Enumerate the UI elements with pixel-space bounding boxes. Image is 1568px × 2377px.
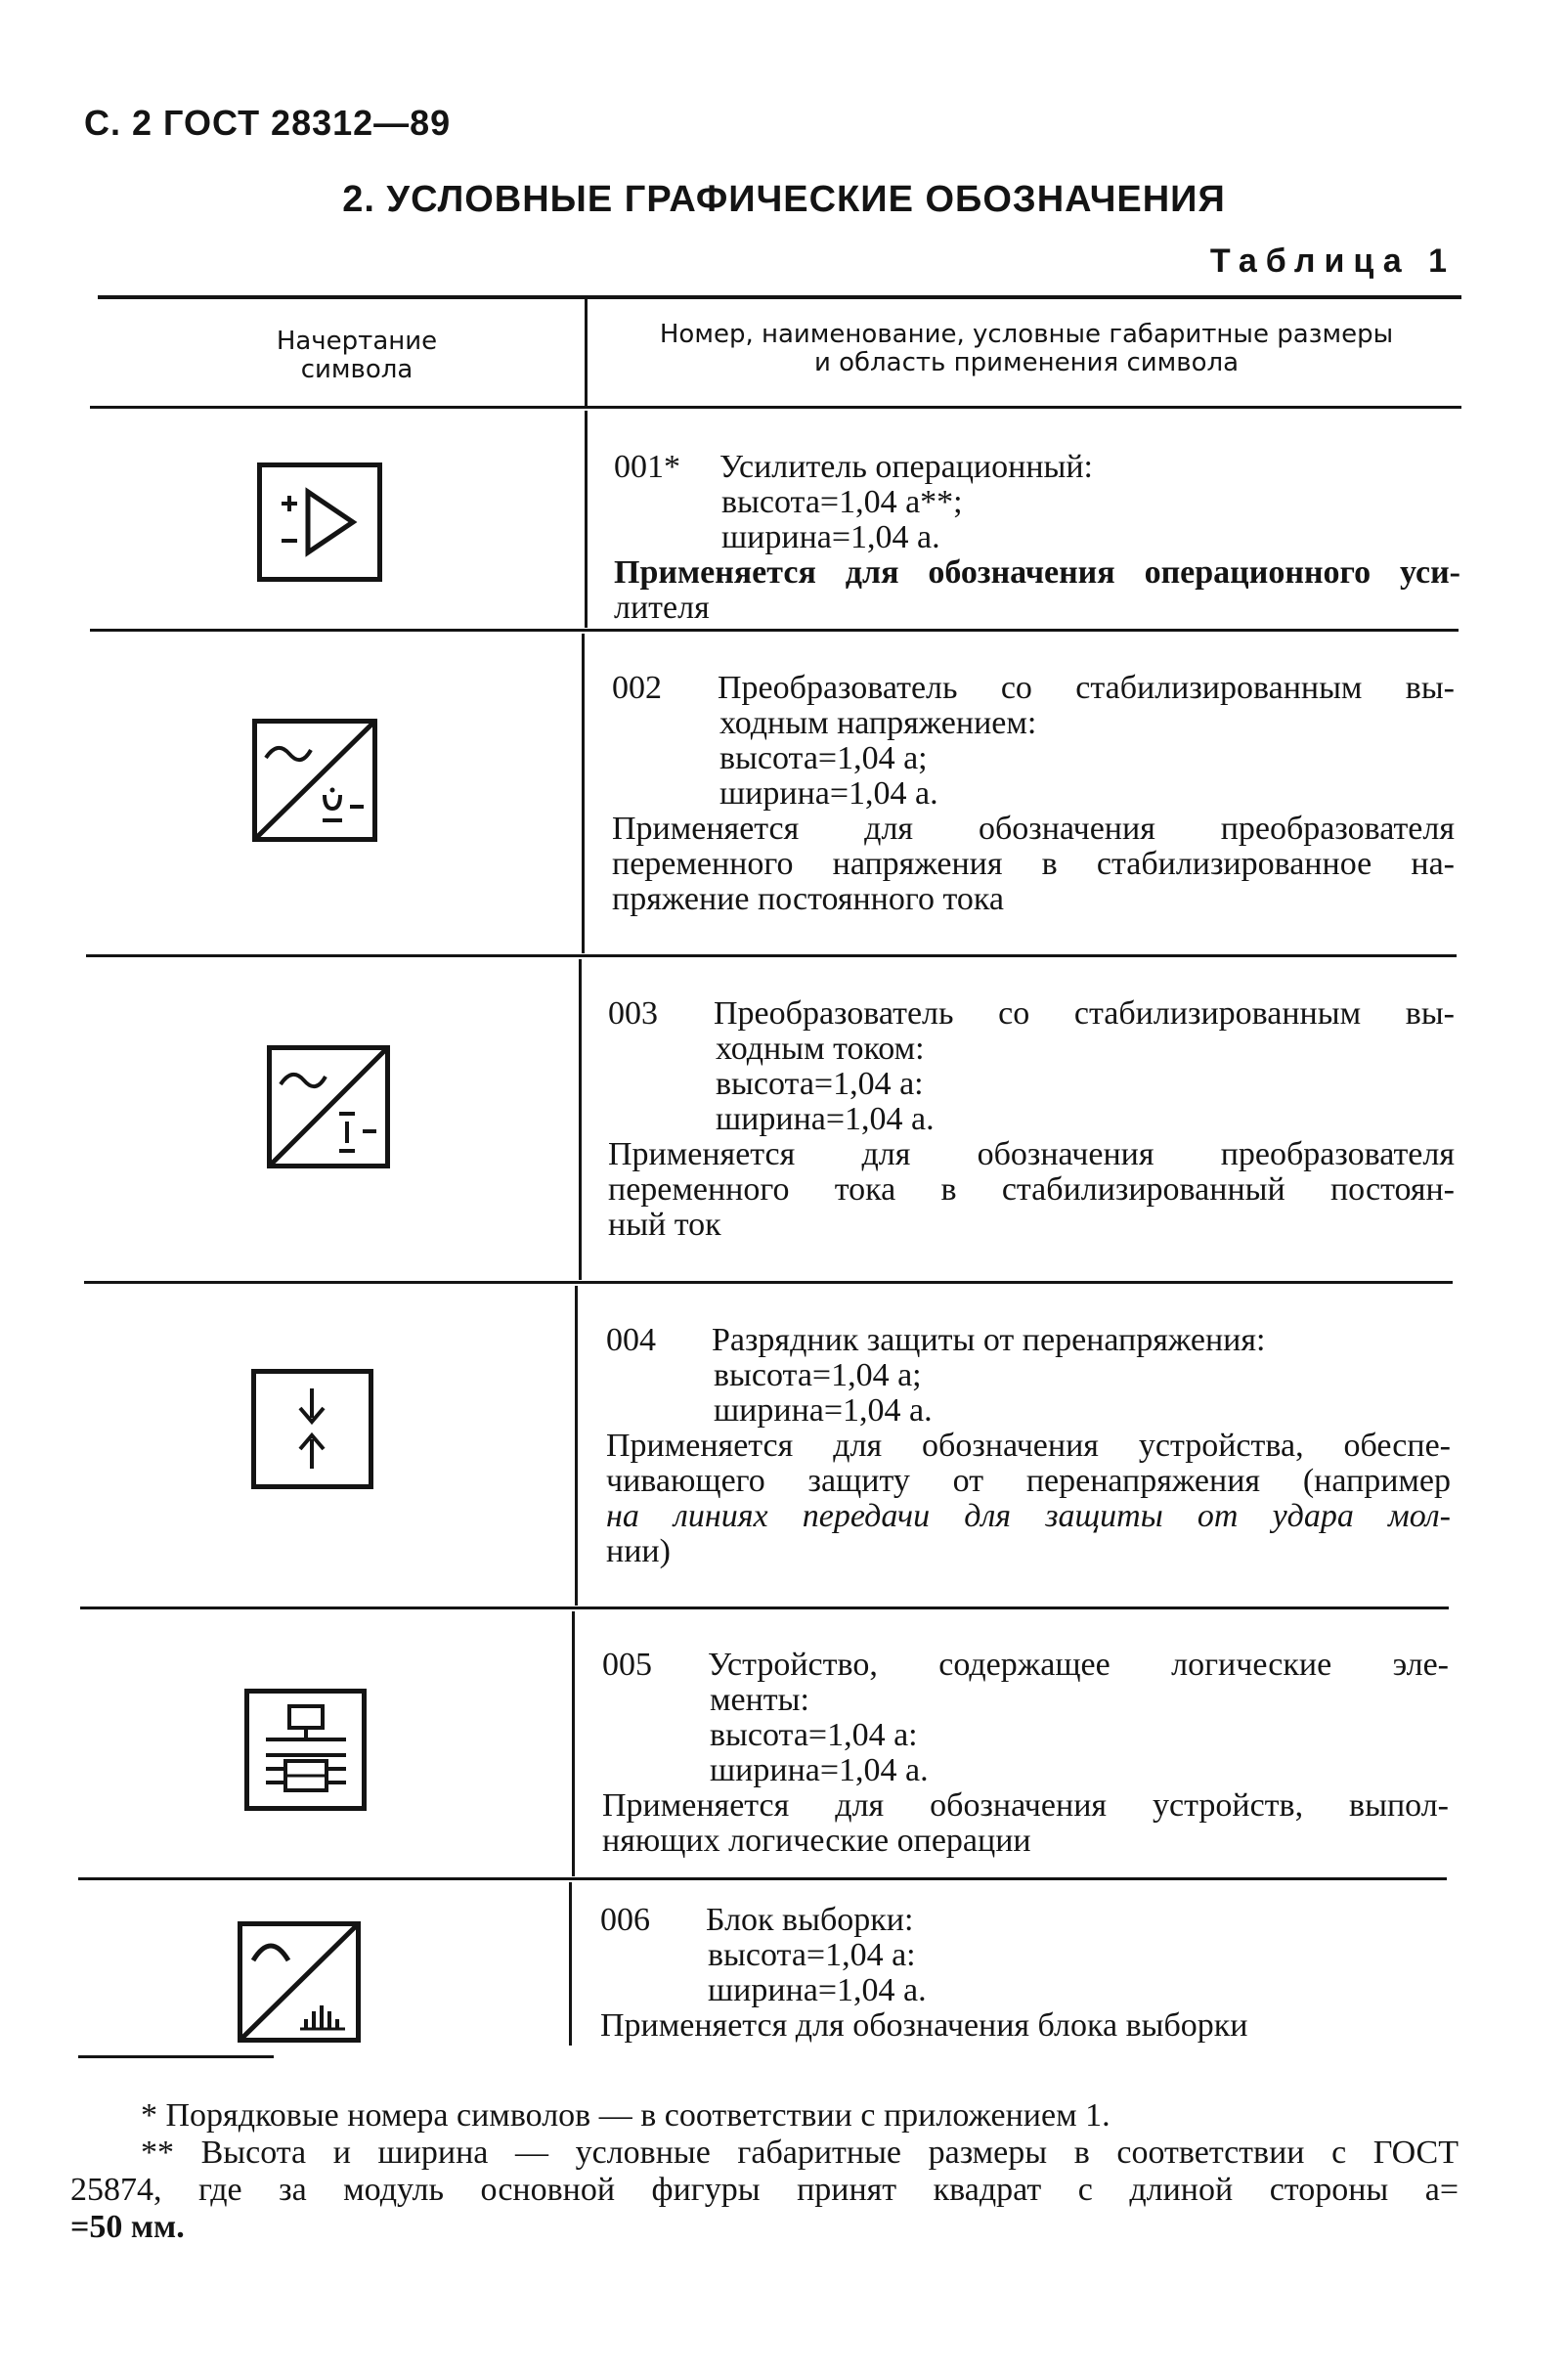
usage-line: Применяется для обозначения устройств, выпол- bbox=[602, 1787, 1449, 1824]
usage-line: Применяется для обозначения операционного уси- bbox=[614, 554, 1460, 591]
description-004 bbox=[606, 1323, 1451, 1569]
sampling-unit-symbol bbox=[238, 1921, 361, 2043]
description-003 bbox=[608, 996, 1455, 1243]
height-spec: высота=1,04 a: bbox=[708, 1937, 916, 1973]
operational-amplifier-symbol bbox=[257, 462, 382, 582]
symbol-title: Блок выборки: bbox=[706, 1902, 914, 1938]
usage-line: ный ток bbox=[608, 1207, 721, 1243]
usage-line: Применяется для обозначения преобразователя bbox=[608, 1136, 1455, 1172]
symbol-number: 006 bbox=[600, 1902, 650, 1938]
symbol-title: Устройство, содержащее логические эле- bbox=[708, 1647, 1449, 1683]
symbol-number: 004 bbox=[606, 1322, 656, 1358]
column-header-description: Номер, наименование, условные габаритные размеры и область применения символа bbox=[659, 320, 1394, 377]
column-divider bbox=[582, 634, 585, 953]
table-header-rule bbox=[90, 406, 1461, 409]
width-spec: ширина=1,04 a. bbox=[710, 1752, 929, 1788]
symbol-title-continued: ходным напряжением: bbox=[719, 705, 1037, 741]
description-001 bbox=[614, 450, 1460, 626]
symbol-title: Преобразователь со стабилизированным вы- bbox=[714, 995, 1455, 1032]
row-divider-5 bbox=[78, 1877, 1447, 1880]
column-divider bbox=[579, 959, 582, 1280]
description-005 bbox=[602, 1648, 1449, 1859]
symbol-title: Преобразователь со стабилизированным вы- bbox=[718, 670, 1455, 706]
table-top-rule bbox=[98, 295, 1461, 299]
symbol-title: Разрядник защиты от перенапряжения: bbox=[712, 1322, 1266, 1358]
column-header-symbol: Начертание символа bbox=[276, 327, 438, 384]
width-spec: ширина=1,04 a. bbox=[714, 1392, 933, 1429]
column-divider bbox=[575, 1286, 578, 1606]
symbol-title-continued: менты: bbox=[710, 1682, 809, 1718]
usage-line: переменного тока в стабилизированный постоян- bbox=[608, 1171, 1455, 1208]
description-006 bbox=[600, 1903, 1447, 2044]
height-spec: высота=1,04 a; bbox=[714, 1357, 922, 1393]
description-002 bbox=[612, 671, 1455, 917]
usage-line: няющих логические операции bbox=[602, 1823, 1031, 1859]
footnote-2: ** Высота и ширина — условные габаритные размеры в соответствии с ГОСТ bbox=[141, 2135, 1459, 2171]
usage-line: на линиях передачи для защиты от удара мол- bbox=[606, 1498, 1451, 1534]
table-label: Таблица 1 bbox=[1209, 242, 1456, 280]
footnote-2-continued: 25874, где за модуль основной фигуры принят квадрат с длиной стороны a= bbox=[70, 2172, 1459, 2208]
symbol-number: 003 bbox=[608, 995, 658, 1032]
row-divider-1 bbox=[90, 629, 1459, 632]
logic-device-symbol bbox=[244, 1689, 367, 1811]
width-spec: ширина=1,04 a. bbox=[708, 1972, 927, 2008]
row-divider-4 bbox=[80, 1607, 1449, 1609]
column-divider bbox=[585, 411, 588, 628]
usage-line: пряжение постоянного тока bbox=[612, 881, 1004, 917]
usage-line: Применяется для обозначения устройства, обеспе- bbox=[606, 1428, 1451, 1464]
column-divider bbox=[569, 1882, 572, 2046]
width-spec: ширина=1,04 a. bbox=[719, 775, 938, 812]
usage-line: чивающего защиту от перенапряжения (например bbox=[606, 1463, 1451, 1499]
symbol-title: Усилитель операционный: bbox=[719, 449, 1094, 485]
symbol-number: 005 bbox=[602, 1647, 652, 1683]
height-spec: высота=1,04 a: bbox=[710, 1717, 918, 1753]
page-header: С. 2 ГОСТ 28312—89 bbox=[84, 103, 452, 143]
footnote-2-end: =50 мм. bbox=[70, 2209, 185, 2245]
row-divider-2 bbox=[86, 954, 1457, 957]
column-divider bbox=[585, 298, 588, 406]
row-divider-3 bbox=[84, 1281, 1453, 1284]
usage-line: нии) bbox=[606, 1533, 671, 1569]
section-title: 2. УСЛОВНЫЕ ГРАФИЧЕСКИЕ ОБОЗНАЧЕНИЯ bbox=[342, 179, 1226, 220]
footnotes bbox=[70, 2097, 1459, 2246]
stabilized-current-converter-symbol bbox=[267, 1045, 390, 1168]
height-spec: высота=1,04 a: bbox=[716, 1066, 924, 1102]
usage-line: лителя bbox=[614, 590, 710, 626]
height-spec: высота=1,04 a**; bbox=[721, 484, 963, 520]
usage-line: Применяется для обозначения преобразователя bbox=[612, 811, 1455, 847]
symbol-number: 001* bbox=[614, 449, 680, 485]
surge-arrester-symbol bbox=[251, 1369, 373, 1489]
column-divider bbox=[572, 1611, 575, 1876]
footnote-rule bbox=[78, 2055, 274, 2058]
symbol-number: 002 bbox=[612, 670, 662, 706]
width-spec: ширина=1,04 a. bbox=[716, 1101, 935, 1137]
footnote-1: * Порядковые номера символов — в соответствии с приложением 1. bbox=[141, 2097, 1111, 2134]
width-spec: ширина=1,04 a. bbox=[721, 519, 940, 555]
usage-line: Применяется для обозначения блока выборки bbox=[600, 2007, 1248, 2044]
symbol-title-continued: ходным током: bbox=[716, 1031, 925, 1067]
stabilized-voltage-converter-symbol bbox=[252, 719, 377, 842]
height-spec: высота=1,04 a; bbox=[719, 740, 928, 776]
usage-line: переменного напряжения в стабилизированное на- bbox=[612, 846, 1455, 882]
